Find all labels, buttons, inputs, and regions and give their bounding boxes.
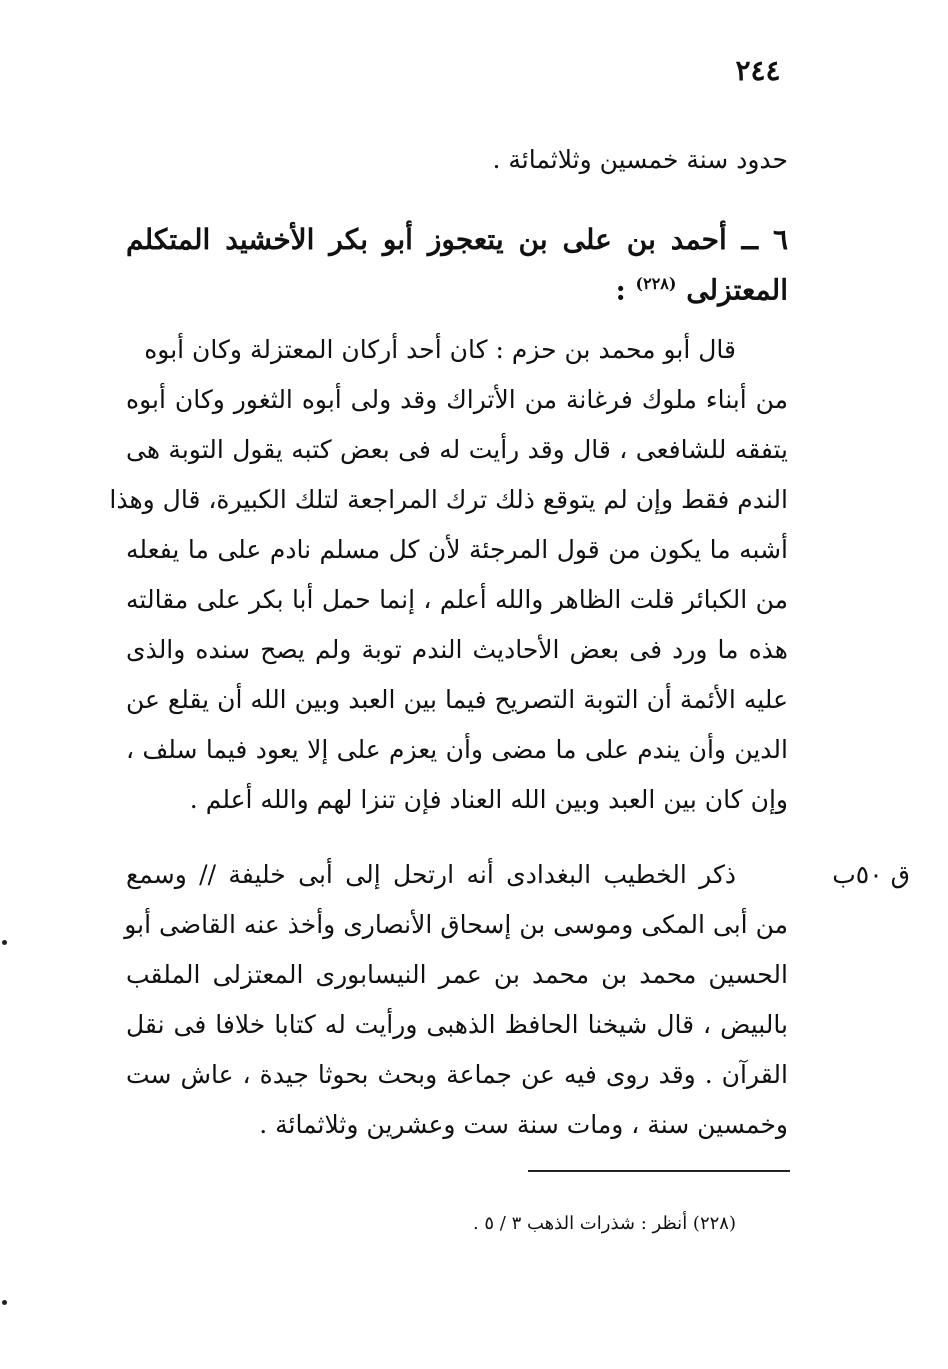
paragraph-1-line: وإن كان بين العبد وبين الله العناد فإن تنزا لهم والله أعلم . [189, 785, 788, 814]
footnote-reference: (٢٢٨) [635, 274, 677, 293]
paragraph-2-line: من أبى المكى وموسى بن إسحاق الأنصارى وأخذ عنه القاضى أبو [124, 910, 788, 939]
footnote-divider [528, 1170, 790, 1172]
paragraph-1-line: من أبناء ملوك فرغانة من الأتراك وقد ولى أبوه الثغور وكان أبوه [126, 385, 788, 414]
footnote: (٢٢٨) أنظر : شذرات الذهب ٣ / ٥ . [472, 1213, 736, 1234]
paragraph-1-line: أشبه ما يكون من قول المرجئة لأن كل مسلم نادم على ما يفعله [126, 535, 788, 564]
paragraph-1-line: قال أبو محمد بن حزم : كان أحد أركان المعتزلة وكان أبوه [144, 335, 736, 364]
entry-heading-line-2 [615, 264, 788, 310]
paragraph-2-line: وخمسين سنة ، ومات سنة ست وعشرين وثلاثمائة . [259, 1110, 788, 1139]
entry-heading-colon: : [615, 273, 626, 307]
paragraph-1-line: يتفقه للشافعى ، قال وقد رأيت له فى بعض كتبه يقول التوبة هى [126, 435, 788, 464]
paragraph-2-line: بالبيض ، قال شيخنا الحافظ الذهبى ورأيت له كتابا خلافا فى نقل [126, 1010, 788, 1039]
manuscript-folio-note: ق ٥٠ب [832, 860, 910, 889]
paragraph-2-line: ذكر الخطيب البغدادى أنه ارتحل إلى أبى خليفة // وسمع [126, 860, 736, 889]
page-number: ٢٤٤ [735, 54, 781, 87]
paragraph-1-line: من الكبائر قلت الظاهر والله أعلم ، إنما حمل أبا بكر على مقالته [126, 585, 788, 614]
paragraph-1-line: هذه ما ورد فى بعض الأحاديث الندم توبة ولم يصح سنده والذى [126, 635, 788, 664]
entry-heading-name: المعتزلى [686, 273, 788, 307]
scan-speck [2, 1300, 7, 1305]
entry-heading-line-1: ٦ ــ أحمد بن على بن يتعجوز أبو بكر الأخشيد المتكلم [126, 223, 788, 256]
paragraph-1-line: الندم فقط وإن لم يتوقع ذلك ترك المراجعة لتلك الكبيرة، قال وهذا [109, 485, 788, 514]
paragraph-1-line: عليه الأئمة أن التوبة التصريح فيما بين العبد وبين الله أن يقلع عن [126, 685, 788, 714]
paragraph-1-line: الدين وأن يندم على ما مضى وأن يعزم على إلا يعود فيما سلف ، [126, 735, 788, 764]
paragraph-2-line: القرآن . وقد روى فيه عن جماعة وبحث بحوثا جيدة ، عاش ست [126, 1060, 788, 1089]
intro-line: حدود سنة خمسين وثلاثمائة . [492, 145, 788, 174]
scan-speck [2, 940, 7, 945]
paragraph-2-line: الحسين محمد بن محمد بن عمر النيسابورى المعتزلى الملقب [126, 960, 788, 989]
